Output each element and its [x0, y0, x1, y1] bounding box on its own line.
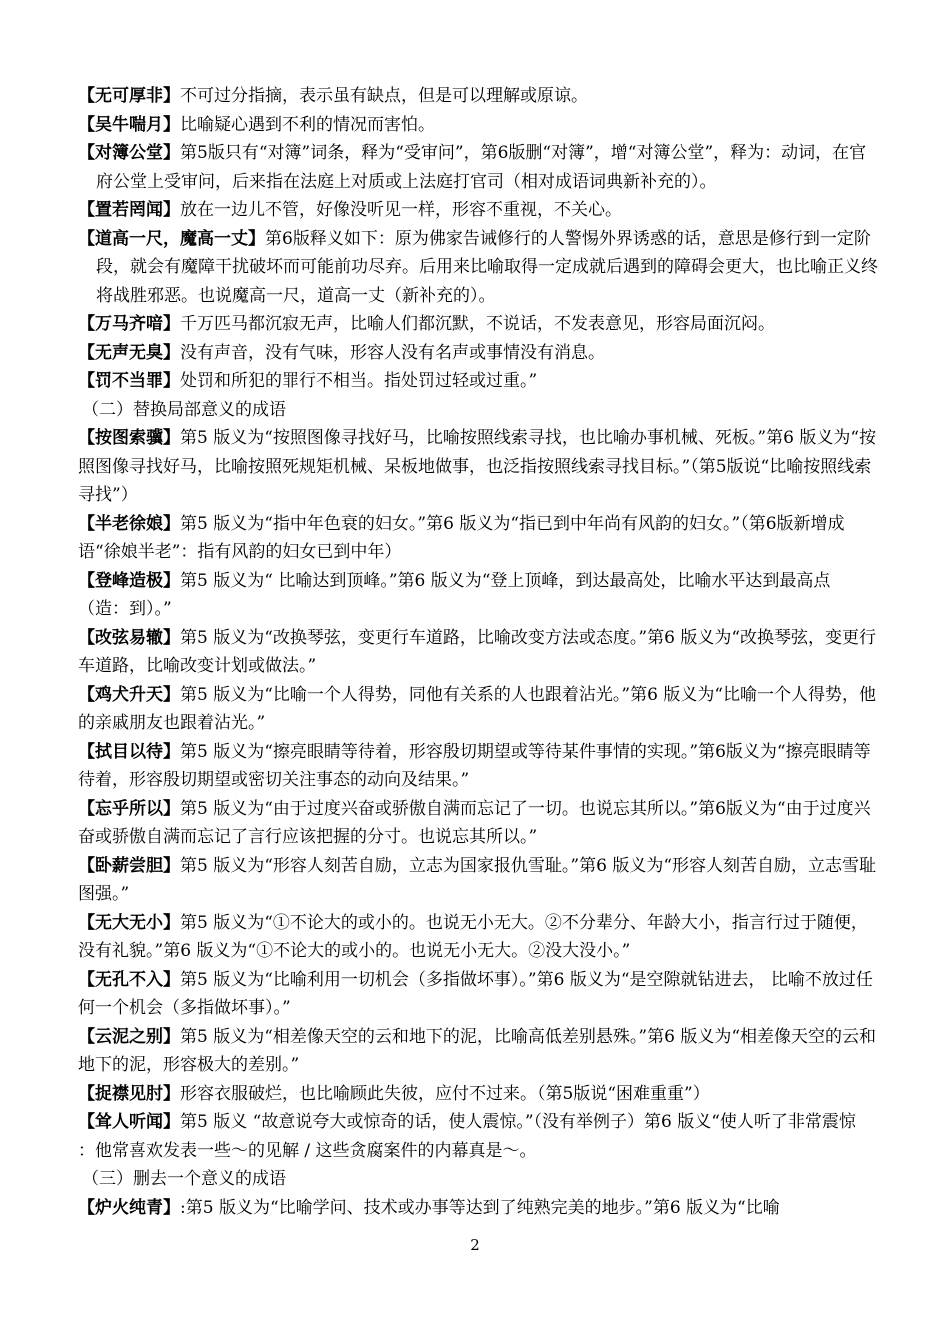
entry-text: 第5 版义为“相差像天空的云和地下的泥，比喻高低差别悬殊。”第6 版义为“相差像天空的云和地下的泥，形容极大的差别。”	[78, 1026, 877, 1075]
entry-term: 【忘乎所以】	[78, 798, 180, 819]
entry-term: 【罚不当罪】	[78, 371, 180, 391]
entry	[78, 624, 878, 681]
entry-text: 比喻疑心遇到不利的情况而害怕。	[180, 114, 435, 135]
entry-term: 【捉襟见肘】	[78, 1083, 180, 1104]
entry-term: 【改弦易辙】	[78, 627, 180, 648]
entry-text: 第5 版义为“按照图像寻找好马，比喻按照线索寻找，也比喻办事机械、死板。”第6 版义为“按照图像寻找好马，比喻按照死规矩机械、呆板地做事，也泛指按照线索寻找目标。”（第5版说“比喻按照线索寻找”）	[78, 428, 877, 505]
entry-text: 处罚和所犯的罪行不相当。指处罚过轻或过重。”	[180, 371, 538, 391]
section-heading: （三）删去一个意义的成语	[82, 1169, 286, 1189]
entry-text: 第5版只有“对簿”词条，释为“受审问”，第6版删“对簿”，增“对簿公堂”，释为：动词，在官府公堂上受审问，后来指在法庭上对质或上法庭打官司（相对成语词典新补充的）。	[96, 143, 867, 192]
entry	[78, 424, 878, 510]
entry-term: 【炉火纯青】	[78, 1197, 180, 1218]
entry-text: 第5 版义为“由于过度兴奋或骄傲自满而忘记了一切。也说忘其所以。”第6版义为“由于过度兴奋或骄傲自满而忘记了言行应该把握的分寸。也说忘其所以。”	[78, 798, 871, 847]
entry	[78, 510, 878, 567]
entry-term: 【无声无臭】	[78, 342, 180, 363]
entry-text: 没有声音，没有气味，形容人没有名声或事情没有消息。	[180, 342, 605, 363]
entry	[78, 681, 878, 738]
entry-term: 【拭目以待】	[78, 741, 180, 762]
entry	[78, 1023, 878, 1080]
entry	[78, 966, 878, 1023]
entry-text: 第5 版义 “故意说夸大或惊奇的话，使人震惊。”（没有举例子）第6 版义“使人听了非常震惊 ：他常喜欢发表一些～的见解 / 这些贪腐案件的内幕真是～。	[78, 1112, 856, 1161]
entry-text: 第5 版义为“改换琴弦，变更行车道路，比喻改变方法或态度。”第6 版义为“改换琴弦，变更行车道路，比喻改变计划或做法。”	[78, 627, 877, 676]
entry-term: 【按图索骥】	[78, 428, 180, 448]
entry	[78, 738, 878, 795]
entry	[78, 139, 878, 196]
entry-term: 【无大无小】	[78, 912, 180, 933]
entry-term: 【无孔不入】	[78, 969, 180, 990]
entry-text: 第5 版义为“指中年色衰的妇女。”第6 版义为“指已到中年尚有风韵的妇女。”（第6版新增成语“徐娘半老”：指有风韵的妇女已到中年）	[78, 513, 845, 562]
entry	[78, 852, 878, 909]
entry-term: 【道高一尺，魔高一丈】	[78, 228, 265, 249]
entry	[78, 567, 878, 624]
entry	[78, 795, 878, 852]
entry-term: 【半老徐娘】	[78, 513, 180, 534]
entry-text: 第5 版义为“ 比喻达到顶峰。”第6 版义为“登上顶峰，到达最高处，比喻水平达到最高点（造：到）。”	[78, 570, 831, 619]
section-heading: （二）替换局部意义的成语	[82, 399, 286, 420]
entry-text: 形容衣服破烂，也比喻顾此失彼，应付不过来。（第5版说“困难重重”）	[180, 1083, 710, 1104]
entry-term: 【云泥之别】	[78, 1026, 180, 1047]
entry-text: 第5 版义为“形容人刻苦自励，立志为国家报仇雪耻。”第6 版义为“形容人刻苦自励，立志雪耻图强。”	[78, 855, 877, 904]
entry	[78, 111, 878, 140]
entry-text: 第5 版义为“比喻利用一切机会（多指做坏事）。”第6 版义为“是空隙就钻进去， 比喻不放过任何一个机会（多指做坏事）。”	[78, 969, 873, 1018]
entry-text: 不可过分指摘，表示虽有缺点，但是可以理解或原谅。	[180, 86, 588, 106]
entry-term: 【万马齐喑】	[78, 314, 180, 334]
page-content	[78, 82, 878, 1222]
entry-text: 第6版释义如下：原为佛家告诫修行的人警惕外界诱惑的话，意思是修行到一定阶段，就会有魔障干扰破坏而可能前功尽弃。后用来比喻取得一定成就后遇到的障碍会更大，也比喻正义终将战胜邪恶。也说魔高一尺，道高一丈（新补充的）。	[96, 228, 878, 306]
entry-text: 千万匹马都沉寂无声，比喻人们都沉默，不说话，不发表意见，形容局面沉闷。	[180, 314, 775, 334]
entry	[78, 339, 878, 368]
entry-text: 第5 版义为“擦亮眼睛等待着，形容殷切期望或等待某件事情的实现。”第6版义为“擦亮眼睛等待着，形容殷切期望或密切关注事态的动向及结果。”	[78, 741, 871, 790]
entry	[78, 909, 878, 966]
entry	[78, 367, 878, 396]
entry-text: :第5 版义为“比喻学问、技术或办事等达到了纯熟完美的地步。”第6 版义为“比喻	[180, 1197, 780, 1218]
entry-term: 【吴牛喘月】	[78, 114, 180, 135]
entry	[78, 82, 878, 111]
entry-text: 放在一边儿不管，好像没听见一样，形容不重视，不关心。	[180, 200, 622, 220]
entry	[78, 1080, 878, 1109]
page-number: 2	[470, 1236, 480, 1254]
entry-text: 第5 版义为“比喻一个人得势，同他有关系的人也跟着沾光。”第6 版义为“比喻一个人得势，他的亲戚朋友也跟着沾光。”	[78, 684, 877, 733]
entry	[78, 310, 878, 339]
entry-term: 【鸡犬升天】	[78, 684, 180, 705]
entry	[78, 225, 878, 311]
entry-term: 【置若罔闻】	[78, 200, 180, 220]
entry-term: 【无可厚非】	[78, 86, 180, 106]
entry	[78, 1108, 878, 1165]
entry-term: 【对簿公堂】	[78, 143, 180, 163]
entry-text: 第5 版义为“①不论大的或小的。也说无小无大。②不分辈分、年龄大小，指言行过于随便，没有礼貌。”第6 版义为“①不论大的或小的。也说无小无大。②没大没小。”	[78, 912, 868, 961]
entry	[78, 196, 878, 225]
entry-term: 【登峰造极】	[78, 570, 180, 591]
entry	[78, 1194, 878, 1223]
entry-term: 【卧薪尝胆】	[78, 855, 180, 876]
entry-term: 【耸人听闻】	[78, 1112, 180, 1132]
